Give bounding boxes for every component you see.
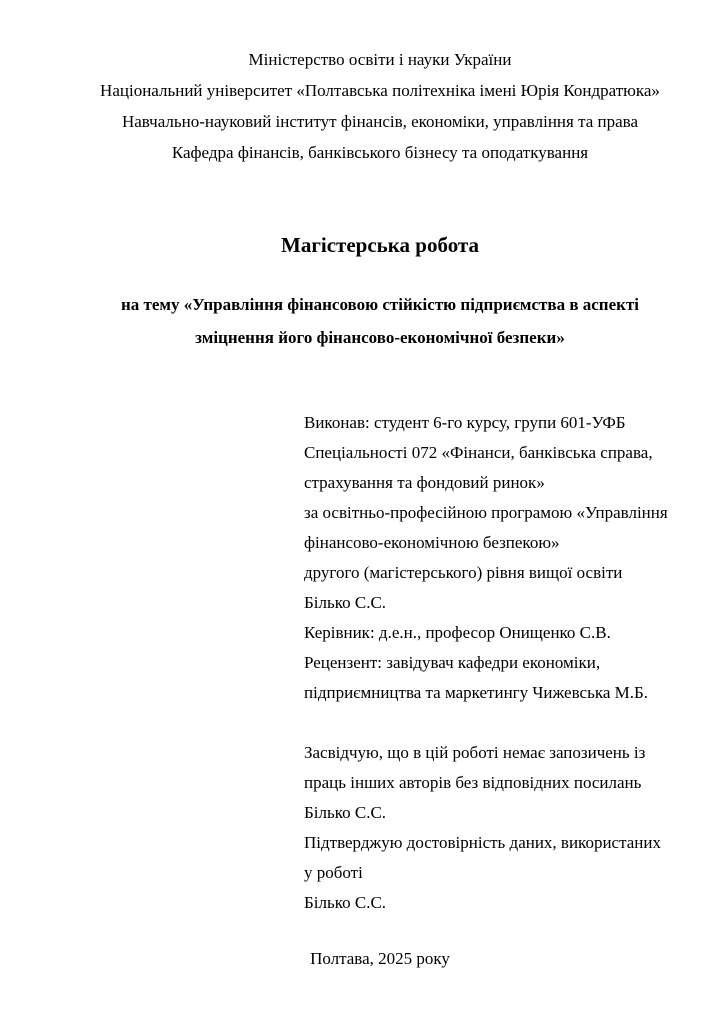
program-line-1: за освітньо-професійною програмою «Управління — [304, 503, 668, 522]
thesis-topic — [86, 288, 674, 354]
author-name-line: Білько С.С. — [304, 593, 387, 612]
reviewer-line-2: підприємництва та маркетингу Чижевська М.Б. — [304, 683, 649, 702]
program-line-2: фінансово-економічною безпекою» — [304, 533, 560, 552]
declaration-signature-2: Білько С.С. — [304, 893, 387, 912]
author-info-block — [304, 408, 684, 708]
thesis-topic-line-1: на тему «Управління фінансовою стійкістю підприємства в аспекті — [120, 295, 640, 314]
supervisor-line: Керівник: д.е.н., професор Онищенко С.В. — [304, 623, 611, 642]
data-accuracy-line-2: у роботі — [304, 863, 363, 882]
declaration-signature-1: Білько С.С. — [304, 803, 387, 822]
declaration-block — [304, 738, 684, 918]
declaration-line-2: праць інших авторів без відповідних посилань — [304, 773, 642, 792]
department-line: Кафедра фінансів, банківського бізнесу та оподаткування — [171, 143, 589, 162]
university-line: Національний університет «Полтавська політехніка імені Юрія Кондратюка» — [100, 81, 660, 100]
institution-header — [86, 44, 674, 168]
reviewer-line-1: Рецензент: завідувач кафедри економіки, — [304, 653, 601, 672]
speciality-line-2: страхування та фондовий ринок» — [304, 473, 545, 492]
degree-level-line: другого (магістерського) рівня вищої освіти — [304, 563, 623, 582]
ministry-line: Міністерство освіти і науки України — [248, 50, 512, 69]
city-year-footer: Полтава, 2025 року — [310, 949, 450, 968]
institute-line: Навчально-науковий інститут фінансів, економіки, управління та права — [121, 112, 639, 131]
performed-by-line: Виконав: студент 6-го курсу, групи 601-УФБ — [304, 413, 626, 432]
speciality-line-1: Спеціальності 072 «Фінанси, банківська справа, — [304, 443, 653, 462]
thesis-topic-line-2: зміцнення його фінансово-економічної безпеки» — [195, 328, 565, 347]
data-accuracy-line-1: Підтверджую достовірність даних, використаних — [304, 833, 661, 852]
work-type-title: Магістерська робота — [281, 233, 479, 257]
declaration-line-1: Засвідчую, що в цій роботі немає запозичень із — [304, 743, 646, 762]
